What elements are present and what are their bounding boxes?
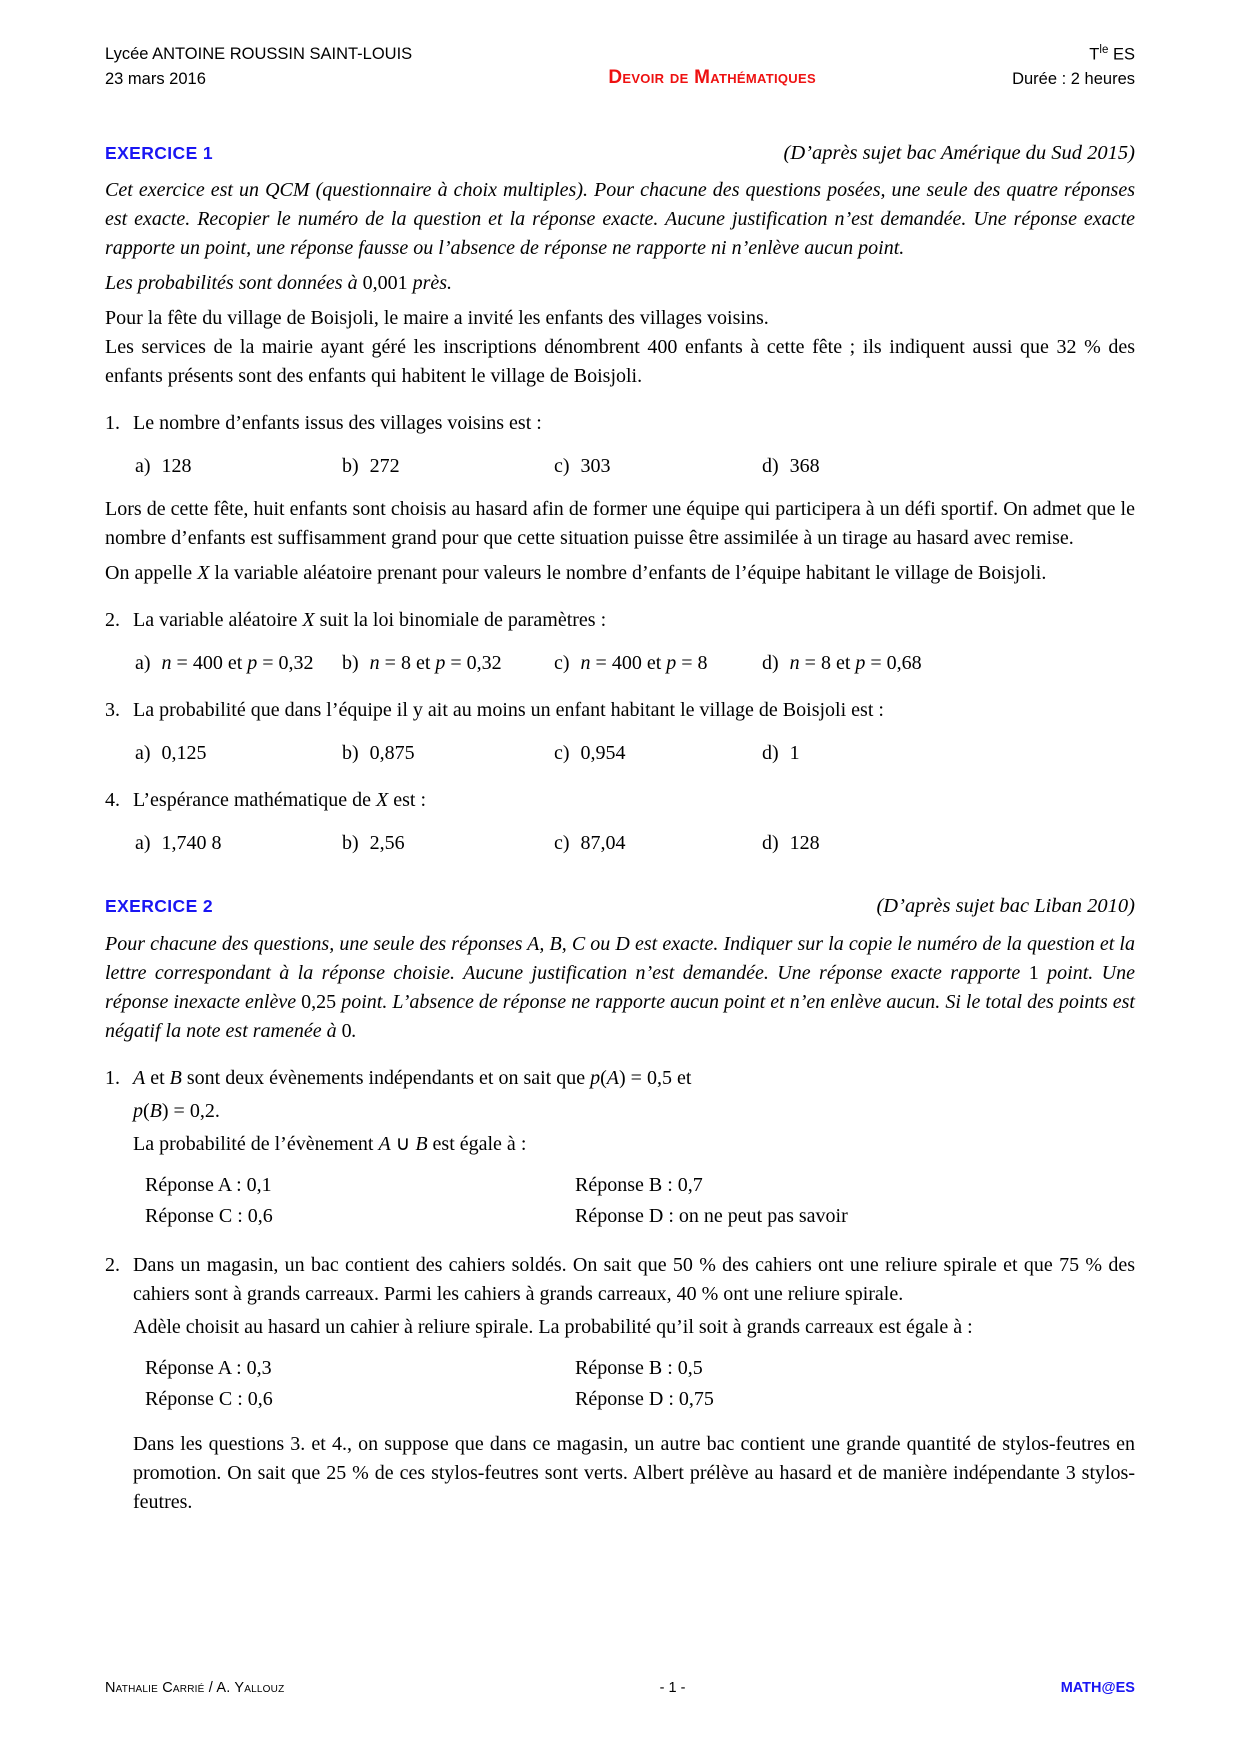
ex1-question-3 xyxy=(105,696,1135,725)
grade-superscript: le xyxy=(1099,44,1109,56)
header-right xyxy=(1012,42,1135,92)
ex2-q2-answer-a: Réponse A : 0,3 xyxy=(145,1356,272,1379)
ex1-q1-option-a: a) 128 xyxy=(135,455,192,478)
ex1-question-1 xyxy=(105,409,1135,438)
ex2-q1-answers xyxy=(145,1171,1135,1231)
ex1-q2-option-b: b) n = 8 et p = 0,32 xyxy=(342,652,502,675)
ex2-q1-answer-d: Réponse D : on ne peut pas savoir xyxy=(575,1204,848,1227)
ex1-q3-option-d: d) 1 xyxy=(762,742,800,765)
ex2-q1-line3: La probabilité de l’évènement A ∪ B est égale à : xyxy=(133,1132,527,1155)
ex2-q2-answer-d: Réponse D : 0,75 xyxy=(575,1387,714,1410)
exercise1-source: (D’après sujet bac Amérique du Sud 2015) xyxy=(783,141,1135,164)
ex1-q4-option-a: a) 1,740 8 xyxy=(135,832,222,855)
exam-duration: Durée : 2 heures xyxy=(1012,70,1135,89)
exercise1-heading xyxy=(105,139,1135,169)
exercise1-label: EXERCICE 1 xyxy=(105,142,214,163)
grade-level: $T^{le}$ ES xyxy=(1089,44,1135,64)
ex1-q3-option-a: a) 0,125 xyxy=(135,742,207,765)
ex1-q3-options xyxy=(135,739,1135,768)
ex2-q1-line2: p(B) = 0,2. xyxy=(133,1099,220,1122)
exercise1-context-1: Pour la fête du village de Boisjoli, le maire a invité les enfants des villages voisins. xyxy=(105,307,769,330)
ex1-q2-text: La variable aléatoire X suit la loi binomiale de paramètres : xyxy=(133,609,607,632)
ex1-q1-option-c: c) 303 xyxy=(554,455,611,478)
exercise1-interlude-1: Lors de cette fête, huit enfants sont choisis au hasard afin de former une équipe qui participera à un défi sportif. On admet que le nombre d’enfants est suffisamment grand pour que cette situation puisse être assimilée à un tirage au hasard avec remise. xyxy=(105,498,1135,550)
ex2-question-1 xyxy=(105,1064,1135,1233)
exercise2-note-q3-q4: Dans les questions 3. et 4., on suppose que dans ce magasin, un autre bac contient une grande quantité de stylos-feutres en promotion. On sait que 25 % de ces stylos-feutres sont verts. Albert prélève au hasard et de manière indépendante 3 stylos-feutres. xyxy=(133,1432,1135,1513)
exercise1-context-2: Les services de la mairie ayant géré les inscriptions dénombrent 400 enfants à cette fête ; ils indiquent aussi que 32 % des enfants présents sont des enfants qui habitent le village de Boisjoli. xyxy=(105,336,1135,388)
exercise1-interlude-2: On appelle X la variable aléatoire prenant pour valeurs le nombre d’enfants de l’équipe habitant le village de Boisjoli. xyxy=(105,562,1047,585)
ex1-question-4 xyxy=(105,786,1135,815)
ex1-q1-text: Le nombre d’enfants issus des villages voisins est : xyxy=(133,412,542,435)
ex1-q4-option-c: c) 87,04 xyxy=(554,832,626,855)
exercise2-source: (D’après sujet bac Liban 2010) xyxy=(876,895,1135,918)
ex1-q3-number: 3. xyxy=(105,699,120,722)
ex1-q4-option-d: d) 128 xyxy=(762,832,820,855)
page-footer xyxy=(105,1678,1135,1699)
footer-brand: MATH@ES xyxy=(1060,1680,1135,1696)
ex1-q3-option-c: c) 0,954 xyxy=(554,742,626,765)
document-title: Devoir de Mathématiques xyxy=(608,67,816,88)
ex1-q1-options xyxy=(135,452,1135,481)
ex2-q2-number: 2. xyxy=(105,1253,120,1276)
ex1-question-2 xyxy=(105,606,1135,635)
ex2-q2-answer-c: Réponse C : 0,6 xyxy=(145,1387,273,1410)
ex2-q1-number: 1. xyxy=(105,1066,120,1089)
ex2-q2-answers xyxy=(145,1354,1135,1414)
ex2-q2-text2: Adèle choisit au hasard un cahier à reliure spirale. La probabilité qu’il soit à grands carreaux est égale à : xyxy=(133,1315,973,1338)
ex1-q2-options xyxy=(135,649,1135,678)
ex1-q3-option-b: b) 0,875 xyxy=(342,742,415,765)
ex1-q2-option-c: c) n = 400 et p = 8 xyxy=(554,652,708,675)
ex1-q3-text: La probabilité que dans l’équipe il y ait au moins un enfant habitant le village de Boisjoli est : xyxy=(133,699,884,722)
ex1-q4-option-b: b) 2,56 xyxy=(342,832,405,855)
ex2-q2-body xyxy=(133,1251,1135,1416)
ex1-q4-number: 4. xyxy=(105,789,120,812)
ex1-q4-options xyxy=(135,829,1135,858)
ex1-q4-text: L’espérance mathématique de X est : xyxy=(133,789,427,812)
ex1-q2-option-a: a) n = 400 et p = 0,32 xyxy=(135,652,314,675)
exercise2-heading xyxy=(105,892,1135,922)
exercise2-intro: Pour chacune des questions, une seule des réponses A, B, C ou D est exacte. Indiquer sur la copie le numéro de la question et la lettre correspondant à la réponse choisie. Aucune justification n’est demandée. Une réponse exacte rapporte 1 point. Une réponse inexacte enlève 0,25 point. L’absence de réponse ne rapporte aucun point et n’en enlève aucun. Si le total des points est négatif la note est ramenée à 0. xyxy=(105,932,1136,1042)
exercise2-label: EXERCICE 2 xyxy=(105,896,214,917)
footer-page-number: - 1 - xyxy=(659,1680,686,1696)
ex1-q1-option-b: b) 272 xyxy=(342,455,400,478)
page-header xyxy=(105,42,1135,93)
header-left xyxy=(105,42,412,92)
ex2-q2-answer-b: Réponse B : 0,5 xyxy=(575,1356,703,1379)
header-center xyxy=(412,42,1012,93)
ex2-question-2 xyxy=(105,1251,1135,1416)
exercise1-intro: Cet exercice est un QCM (questionnaire à choix multiples). Pour chacune des questions posées, une seule des quatre réponses est exacte. Recopier le numéro de la question et la réponse exacte. Aucune justification n’est demandée. Une réponse exacte rapporte un point, une réponse fausse ou l’absence de réponse ne rapporte ni n’enlève aucun point. xyxy=(105,179,1135,260)
ex2-q2-text: Dans un magasin, un bac contient des cahiers soldés. On sait que 50 % des cahiers ont une reliure spirale et que 75 % des cahiers sont à grands carreaux. Parmi les cahiers à grands carreaux, 40 % ont une reliure spirale. xyxy=(133,1253,1135,1305)
exercise1-precision-note: Les probabilités sont données à 0,001 près. xyxy=(105,272,453,295)
ex1-q1-option-d: d) 368 xyxy=(762,455,820,478)
ex2-q1-answer-a: Réponse A : 0,1 xyxy=(145,1173,272,1196)
school-name: Lycée ANTOINE ROUSSIN SAINT-LOUIS xyxy=(105,45,413,63)
exam-date: 23 mars 2016 xyxy=(105,69,206,88)
ex2-q1-answer-c: Réponse C : 0,6 xyxy=(145,1204,273,1227)
ex2-q1-line1: A et B sont deux évènements indépendants et on sait que p(A) = 0,5 et xyxy=(133,1066,692,1089)
ex2-q1-answer-b: Réponse B : 0,7 xyxy=(575,1173,703,1196)
ex1-q2-number: 2. xyxy=(105,609,120,632)
footer-authors: Nathalie Carrié / A. Yallouz xyxy=(105,1680,285,1696)
ex2-q1-body xyxy=(133,1064,1135,1233)
ex1-q1-number: 1. xyxy=(105,412,120,435)
ex1-q2-option-d: d) n = 8 et p = 0,68 xyxy=(762,652,922,675)
